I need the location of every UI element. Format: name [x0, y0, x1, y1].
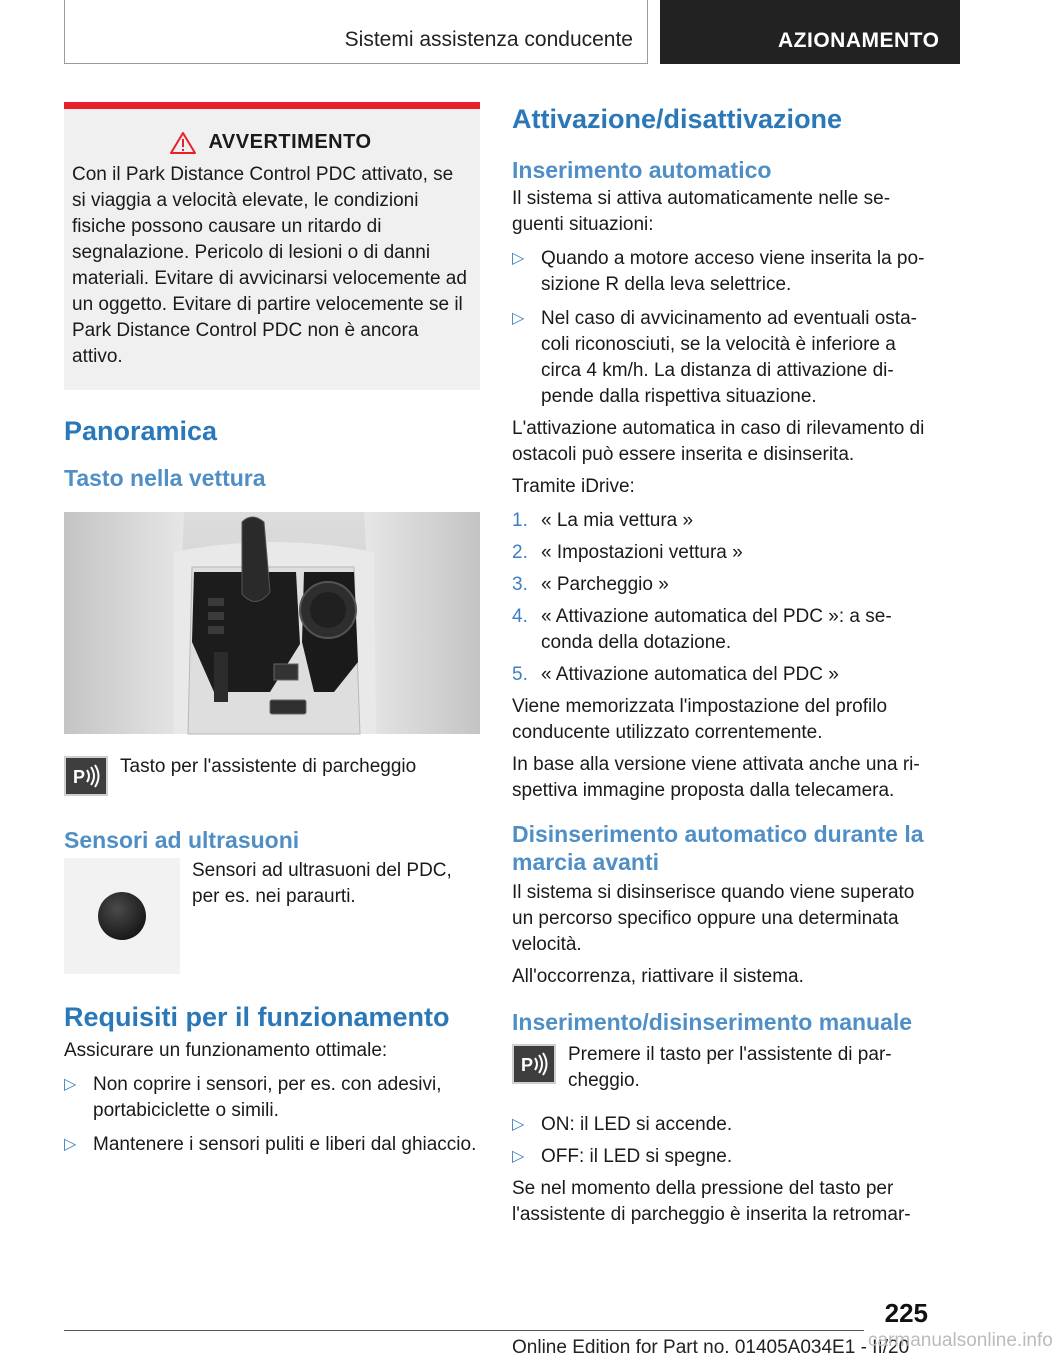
- warning-box: [64, 102, 480, 390]
- list-item: ▷ Quando a motore acceso viene inserita la posizione R della leva selettrice.: [512, 248, 925, 295]
- header-section: AZIONAMENTO: [778, 29, 940, 52]
- list-item: 4. « Attivazione automatica del PDC »: a seconda della dotazione.: [512, 606, 892, 653]
- reverse-note: Se nel momento della pressione del tasto per l'assistente di parcheggio è inserita la retromar-: [512, 1178, 911, 1225]
- activation-heading: Attivazione/disattivazione: [512, 104, 843, 134]
- footer-edition: Online Edition for Part no. 01405A034E1 - II/20: [512, 1337, 910, 1358]
- memory-note: Viene memorizzata l'impostazione del profilo conducente utilizzato correntemente.: [512, 696, 888, 743]
- ultrasonic-sensor-image: [64, 858, 180, 974]
- page-number: 225: [884, 1298, 928, 1328]
- auto-on-heading: Inserimento automatico: [512, 157, 772, 183]
- header-chapter: Sistemi assistenza conducente: [344, 28, 633, 51]
- header-section-tab: [660, 0, 960, 64]
- list-item: ▷ Nel caso di avvicinamento ad eventuali ostacoli riconosciuti, se la velocità è inferiore a circa 4 km/h. La distanza di attivazione dipende dalla rispettiva situazione.: [512, 308, 917, 407]
- auto-on-intro: Il sistema si attiva automaticamente nelle seguenti situazioni:: [512, 188, 891, 235]
- list-item: ▷ OFF: il LED si spegne.: [512, 1144, 928, 1170]
- auto-on-note: L'attivazione automatica in caso di rilevamento di ostacoli può essere inserita e disinserita.: [512, 418, 925, 465]
- warning-triangle-icon: [170, 132, 196, 154]
- list-item: 1. « La mia vettura »: [512, 510, 694, 531]
- camera-note: In base alla versione viene attivata anche una rispettiva immagine proposta dalla telecamera.: [512, 754, 920, 801]
- auto-off-heading: Disinserimento automatico durante la marcia avanti: [512, 821, 924, 875]
- bullet-icon: ▷: [64, 1136, 77, 1153]
- bullet-icon: ▷: [512, 250, 525, 267]
- center-console-photo: [64, 512, 480, 734]
- warning-title: AVVERTIMENTO: [208, 131, 372, 153]
- header-chapter-box: [64, 0, 648, 64]
- requirements-list: [64, 1072, 480, 1158]
- overview-heading: Panoramica: [64, 416, 218, 446]
- auto-off-text: Il sistema si disinserisce quando viene superato un percorso specifico oppure una determinata velocità.: [512, 882, 915, 955]
- list-item: 5. « Attivazione automatica del PDC »: [512, 664, 839, 685]
- button-subheading: Tasto nella vettura: [64, 465, 266, 491]
- list-item: ▷ ON: il LED si accende.: [512, 1112, 928, 1138]
- bullet-icon: ▷: [512, 1116, 525, 1133]
- button-caption: Tasto per l'assistente di parcheggio: [120, 756, 417, 777]
- list-item: 3. « Parcheggio »: [512, 574, 669, 595]
- parking-assist-button-icon: [512, 1044, 556, 1084]
- left-column: [64, 102, 480, 1158]
- requirements-heading: Requisiti per il funzionamento: [64, 1002, 450, 1032]
- list-item: ▷ Mantenere i sensori puliti e liberi dal ghiaccio.: [64, 1132, 480, 1158]
- sensors-heading: Sensori ad ultrasuoni: [64, 827, 300, 853]
- parking-assist-button-icon: [64, 756, 108, 796]
- auto-off-note: All'occorrenza, riattivare il sistema.: [512, 966, 804, 987]
- right-column: [512, 102, 928, 1228]
- bullet-icon: ▷: [64, 1076, 77, 1093]
- manual-list: [512, 1112, 928, 1170]
- footer-divider: [64, 1330, 864, 1331]
- svg-text:P: P: [521, 1055, 534, 1075]
- requirements-intro: Assicurare un funzionamento ottimale:: [64, 1040, 388, 1061]
- manual-heading: Inserimento/disinserimento manuale: [512, 1009, 913, 1035]
- list-item: ▷ Non coprire i sensori, per es. con adesivi, portabiciclette o simili.: [64, 1074, 442, 1121]
- manual-text: Premere il tasto per l'assistente di parcheggio.: [568, 1044, 892, 1091]
- bullet-icon: ▷: [512, 310, 525, 327]
- sensors-caption: Sensori ad ultrasuoni del PDC, per es. nei paraurti.: [192, 860, 452, 907]
- idrive-steps: [512, 508, 928, 688]
- idrive-intro: Tramite iDrive:: [512, 476, 635, 497]
- warning-text: Con il Park Distance Control PDC attivato, se si viaggia a velocità elevate, le condizioni fisiche possono causare un ritardo di segnalazione. Pericolo di lesioni o di danni materiali. Evitare di avvicinarsi velocemente ad un oggetto. Evitare di partire velocemente se il Park Distance Control PDC non è ancora attivo.: [72, 164, 467, 367]
- list-item: 2. « Impostazioni vettura »: [512, 542, 743, 563]
- svg-text:P: P: [73, 767, 86, 787]
- footer-watermark: carmanualsonline.info: [868, 1330, 1053, 1351]
- bullet-icon: ▷: [512, 1148, 525, 1165]
- auto-on-list: [512, 246, 928, 410]
